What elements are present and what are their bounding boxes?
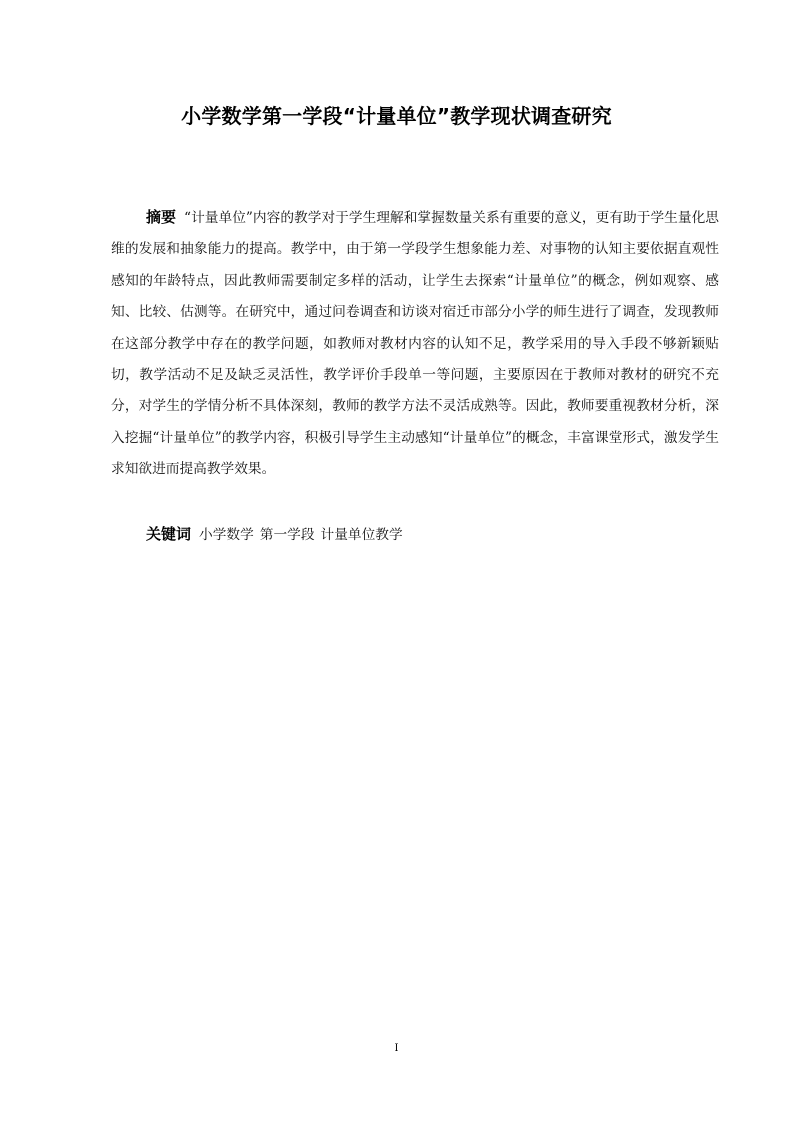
keyword-item: 第一学段: [259, 527, 315, 543]
abstract-paragraph: [111, 202, 719, 486]
page-number: I: [394, 1043, 399, 1054]
keywords-label: 关键词: [146, 525, 192, 543]
keyword-item: 小学数学: [199, 527, 254, 543]
abstract-text: “计量单位”内容的教学对于学生理解和掌握数量关系有重要的意义，更有助于学生量化思维的发展和抽象能力的提高。教学中，由于第一学段学生想象能力差、对事物的认知主要依据直观性感知的年龄特点，因此教师需要制定多样的活动，让学生去探索“计量单位”的概念，例如观察、感知、比较、估测等。在研究中，通过问卷调查和访谈对宿迁市部分小学的师生进行了调查，发现教师在这部分教学中存在的教学问题，如教师对教材内容的认知不足，教学采用的导入手段不够新颖贴切，教学活动不足及缺乏灵活性，教学评价手段单一等问题，主要原因在于教师对教材的研究不充分，对学生的学情分析不具体深刻，教师的教学方法不灵活成熟等。因此，教师要重视教材分析，深入挖掘“计量单位”的教学内容，积极引导学生主动感知“计量单位”的概念，丰富课堂形式，激发学生求知欲进而提高教学效果。: [111, 210, 719, 478]
document-title: 小学数学第一学段“计量单位”教学现状调查研究: [181, 104, 612, 128]
abstract-label: 摘要: [146, 208, 177, 226]
keywords-line: [146, 520, 719, 549]
keyword-item: 计量单位教学: [320, 527, 403, 543]
